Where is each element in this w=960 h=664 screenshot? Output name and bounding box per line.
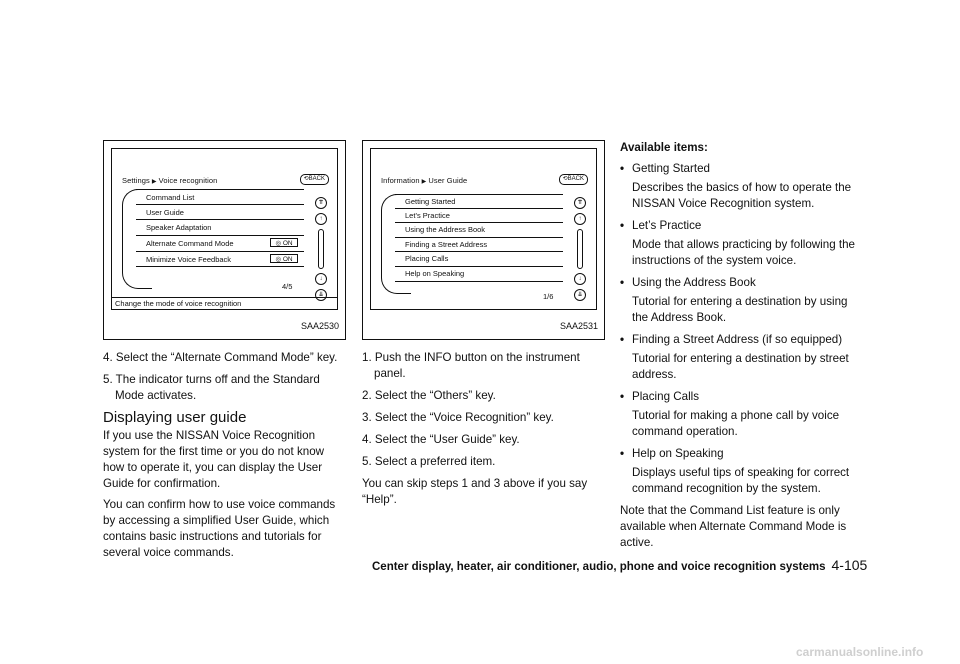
menu-item-label: Minimize Voice Feedback	[146, 254, 232, 264]
paragraph: Note that the Command List feature is only available when Alternate Command Mode is active.	[620, 504, 847, 549]
bullet-icon: •	[620, 447, 625, 460]
step-2: 2. Select the “Others” key.	[362, 389, 496, 402]
menu-item-label: Command List	[146, 193, 195, 202]
menu-item-getting-started[interactable]	[395, 194, 563, 209]
item-description: Tutorial for entering a destination by using the Address Book.	[632, 295, 848, 324]
menu-item-label: Getting Started	[405, 197, 456, 206]
menu-item-street-address[interactable]	[395, 238, 563, 253]
menu-item-label: Finding a Street Address	[405, 239, 488, 249]
screen-title-sub: User Guide	[428, 176, 468, 185]
on-indicator: ◎ ON	[270, 254, 298, 263]
paragraph: You can skip steps 1 and 3 above if you say “Help”.	[362, 477, 588, 506]
back-label: BACK	[567, 176, 584, 182]
menu-item-user-guide[interactable]	[136, 205, 304, 221]
item-description: Tutorial for making a phone call by voice command operation.	[632, 409, 840, 438]
screen-title	[381, 173, 467, 190]
section-heading: Displaying user guide	[103, 409, 247, 426]
item-description: Describes the basics of how to operate the NISSAN Voice Recognition system.	[632, 181, 852, 210]
menu-item-label: User Guide	[146, 207, 184, 217]
item-name: Help on Speaking	[632, 447, 724, 460]
scrollbar[interactable]	[577, 229, 583, 269]
step-3: 3. Select the “Voice Recognition” key.	[362, 411, 554, 424]
on-label: ON	[282, 255, 293, 263]
screen-display	[111, 148, 338, 310]
bullet-icon: •	[620, 276, 625, 289]
page-number: 4-105	[831, 557, 868, 573]
menu-item-alternate-command-mode[interactable]	[136, 236, 304, 252]
back-label: BACK	[308, 176, 325, 182]
scroll-up-fast-icon[interactable]: ⇈	[315, 197, 327, 209]
menu-item-label: Using the Address Book	[405, 225, 486, 235]
item-name: Finding a Street Address (if so equipped)	[632, 333, 843, 346]
item-description: Mode that allows practicing by following the instructions of the system voice.	[632, 238, 855, 267]
step-4: 4. Select the “Alternate Command Mode” key.	[103, 351, 338, 364]
scroll-down-icon[interactable]: ↓	[574, 273, 586, 285]
paragraph: If you use the NISSAN Voice Recognition system for the first time or you do not know how to operate it, you can display the User Guide for confirmation.	[103, 429, 325, 490]
menu-item-label: Alternate Command Mode	[146, 239, 234, 249]
item-description: Tutorial for entering a destination by street address.	[632, 352, 849, 381]
scroll-up-icon[interactable]: ↑	[574, 213, 586, 225]
item-name: Placing Calls	[632, 390, 700, 403]
screen-title	[122, 173, 217, 190]
item-description: Displays useful tips of speaking for correct command recognition by the system.	[632, 466, 850, 495]
triangle-icon: ▶	[421, 179, 427, 185]
screen-display	[370, 148, 597, 310]
scroll-up-fast-icon[interactable]: ⇈	[574, 197, 586, 209]
back-button[interactable]: ⟲BACK	[300, 174, 329, 185]
step-5: 5. Select a preferred item.	[362, 455, 496, 468]
column-middle	[362, 140, 605, 513]
figure-code: SAA2530	[300, 321, 339, 331]
menu-items	[136, 189, 304, 267]
on-indicator: ◎ ON	[270, 238, 298, 247]
footer-text: Center display, heater, air conditioner, audio, phone and voice recognition systems	[372, 561, 826, 573]
column-left	[103, 140, 346, 566]
bullet-icon: •	[620, 333, 625, 346]
screen-title-main: Information	[381, 176, 420, 185]
bullet-icon: •	[620, 162, 625, 175]
menu-items	[395, 194, 563, 282]
scrollbar[interactable]	[318, 229, 324, 269]
figure-voice-settings	[103, 140, 346, 340]
scroll-down-fast-icon[interactable]: ⇊	[315, 289, 327, 301]
scroll-down-icon[interactable]: ↓	[315, 273, 327, 285]
item-name: Let’s Practice	[632, 219, 702, 232]
menu-item-speaker-adaptation[interactable]	[136, 220, 304, 236]
list-item	[620, 161, 855, 177]
menu-item-command-list[interactable]	[136, 189, 304, 205]
step-4: 4. Select the “User Guide” key.	[362, 433, 520, 446]
step-5: 5. The indicator turns off and the Standard Mode activates.	[103, 373, 320, 402]
menu-item-help-on-speaking[interactable]	[395, 267, 563, 282]
column-right	[620, 140, 855, 556]
available-items-title: Available items:	[620, 141, 708, 154]
menu-list	[122, 189, 308, 289]
page-footer	[372, 557, 872, 573]
menu-item-label: Placing Calls	[405, 254, 449, 264]
list-item	[620, 332, 855, 348]
list-item	[620, 389, 855, 405]
list-item	[620, 275, 855, 291]
page-counter: 4/5	[282, 282, 293, 291]
menu-list	[381, 194, 567, 294]
back-button[interactable]: ⟲BACK	[559, 174, 588, 185]
menu-item-address-book[interactable]	[395, 223, 563, 238]
menu-item-placing-calls[interactable]	[395, 252, 563, 267]
list-item	[620, 218, 855, 234]
scroll-down-fast-icon[interactable]: ⇊	[574, 289, 586, 301]
status-bar: Change the mode of voice recognition	[112, 297, 337, 309]
item-name: Using the Address Book	[632, 276, 756, 289]
figure-user-guide	[362, 140, 605, 340]
menu-item-label: Help on Speaking	[405, 268, 465, 278]
page-counter: 1/6	[543, 292, 554, 301]
step-1: 1. Push the INFO button on the instrument panel.	[362, 351, 580, 380]
screen-title-sub: Voice recognition	[158, 176, 218, 185]
list-item	[620, 446, 855, 462]
on-label: ON	[282, 240, 293, 248]
screen-title-main: Settings	[122, 176, 150, 185]
menu-item-minimize-voice-feedback[interactable]	[136, 252, 304, 268]
watermark: carmanualsonline.info	[796, 645, 924, 659]
bullet-icon: •	[620, 390, 625, 403]
triangle-icon: ▶	[151, 179, 157, 185]
bullet-icon: •	[620, 219, 625, 232]
item-name: Getting Started	[632, 162, 710, 175]
menu-item-label: Let’s Practice	[405, 210, 450, 220]
menu-item-label: Speaker Adaptation	[146, 223, 212, 233]
figure-code: SAA2531	[559, 321, 598, 331]
paragraph: You can confirm how to use voice commands by accessing a simplified User Guide, which contains basic instructions and tutorials for several voice commands.	[103, 498, 336, 559]
scroll-up-icon[interactable]: ↑	[315, 213, 327, 225]
menu-item-lets-practice[interactable]	[395, 209, 563, 224]
